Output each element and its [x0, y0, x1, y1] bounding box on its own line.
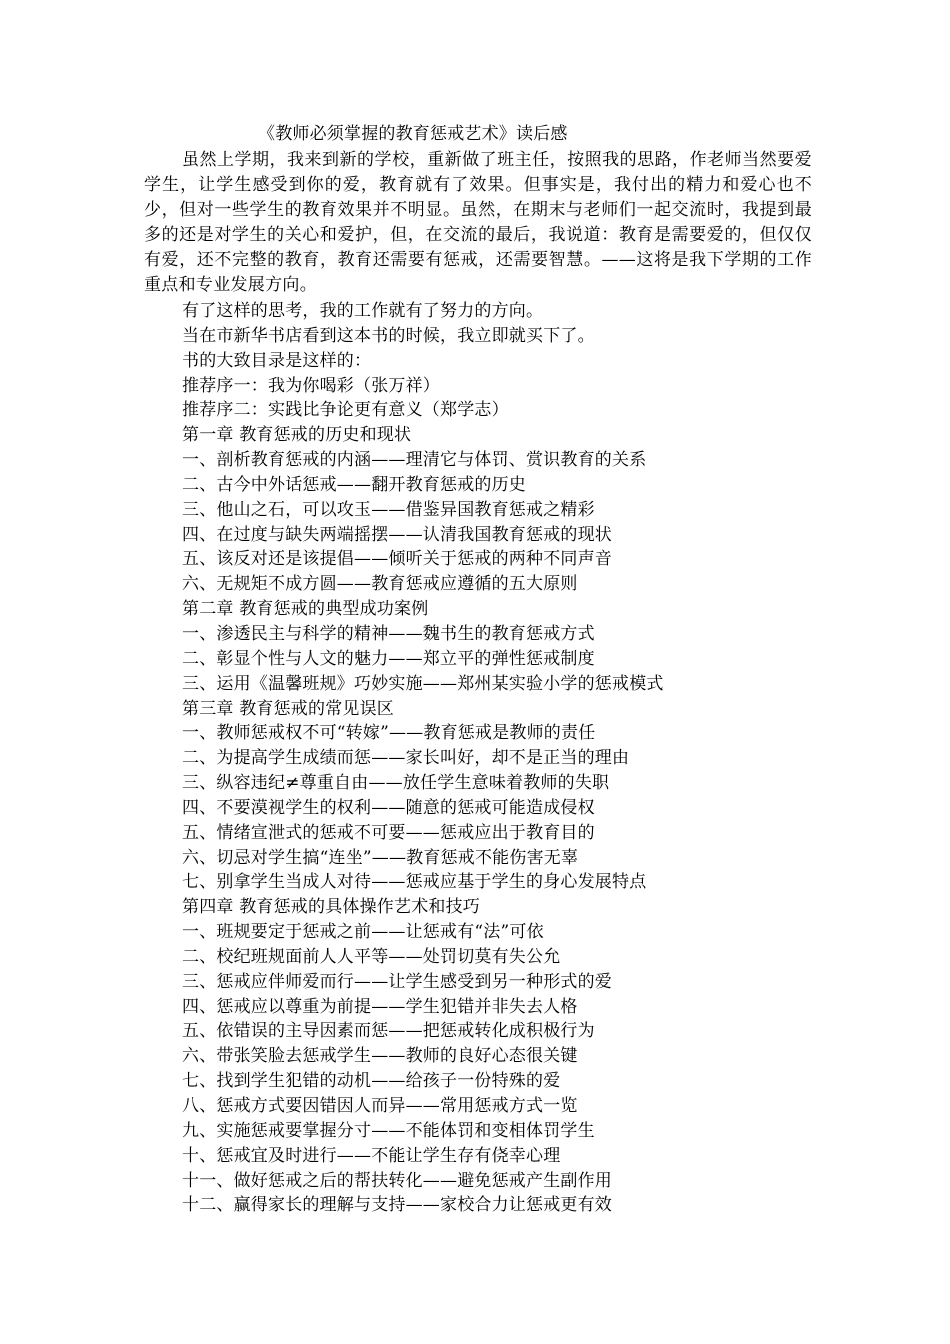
- text-line: 有了这样的思考，我的工作就有了努力的方向。: [182, 301, 544, 321]
- toc-item: 九、实施惩戒要掌握分寸——不能体罚和变相体罚学生: [182, 1120, 595, 1141]
- toc-item: 六、切忌对学生搞“连坐”——教育惩戒不能伤害无辜: [182, 847, 579, 868]
- toc-item: 三、运用《温馨班规》巧妙实施——郑州某实验小学的惩戒模式: [182, 673, 664, 694]
- document-title: 《教师必须掌握的教育惩戒艺术》读后感: [258, 124, 568, 144]
- toc-item: 十二、赢得家长的理解与支持——家校合力让惩戒更有效: [182, 1195, 612, 1216]
- toc-item: 一、渗透民主与科学的精神——魏书生的教育惩戒方式: [182, 623, 595, 644]
- toc-item: 五、依错误的主导因素而惩——把惩戒转化成积极行为: [182, 1021, 595, 1042]
- chapter-heading: 第一章 教育惩戒的历史和现状: [182, 425, 412, 446]
- toc-item: 五、该反对还是该提倡——倾听关于惩戒的两种不同声音: [182, 549, 612, 570]
- toc-item: 四、不要漠视学生的权利——随意的惩戒可能造成侵权: [182, 797, 595, 818]
- toc-item: 三、他山之石，可以攻玉——借鉴异国教育惩戒之精彩: [182, 499, 595, 520]
- toc-item: 一、剖析教育惩戒的内涵——理清它与体罚、赏识教育的关系: [182, 450, 647, 471]
- toc-item: 二、古今中外话惩戒——翻开教育惩戒的历史: [182, 474, 526, 495]
- text-line: 书的大致目录是这样的：: [182, 350, 372, 371]
- toc-item: 二、为提高学生成绩而惩——家长叫好，却不是正当的理由: [182, 748, 630, 769]
- toc-item: 七、找到学生犯错的动机——给孩子一份特殊的爱: [182, 1071, 561, 1092]
- intro-paragraph: 虽然上学期，我来到新的学校，重新做了班主任，按照我的思路，作老师当然要爱学生，让学生感受到你的爱，教育就有了效果。但事实是，我付出的精力和爱心也不少，但对一些学生的教育效果并不明显。虽然，在期末与老师们一起交流时，我提到最多的还是对学生的关心和爱护，但，在交流的最后，我说道：教育是需要爱的，但仅仅有爱，还不完整的教育，教育还需要有惩戒，还需要智慧。——这将是我下学期的工作重点和专业发展方向。: [144, 150, 812, 295]
- toc-item: 四、在过度与缺失两端摇摆——认清我国教育惩戒的现状: [182, 524, 612, 545]
- text-line: 推荐序一：我为你喝彩（张万祥）: [182, 375, 440, 396]
- chapter-heading: 第三章 教育惩戒的常见误区: [182, 698, 395, 719]
- toc-item: 五、情绪宣泄式的惩戒不可要——惩戒应出于教育目的: [182, 822, 595, 843]
- toc-item: 十一、做好惩戒之后的帮扶转化——避免惩戒产生副作用: [182, 1170, 612, 1191]
- chapter-heading: 第四章 教育惩戒的具体操作艺术和技巧: [182, 897, 481, 918]
- toc-item: 八、惩戒方式要因错因人而异——常用惩戒方式一览: [182, 1096, 578, 1116]
- toc-item: 二、彰显个性与人文的魅力——郑立平的弹性惩戒制度: [182, 648, 595, 669]
- toc-item: 四、惩戒应以尊重为前提——学生犯错并非失去人格: [182, 996, 578, 1017]
- toc-item: 三、惩戒应伴师爱而行——让学生感受到另一种形式的爱: [182, 971, 612, 992]
- toc-item: 三、纵容违纪≠尊重自由——放任学生意味着教师的失职: [182, 773, 610, 794]
- toc-item: 一、班规要定于惩戒之前——让惩戒有“法”可依: [182, 922, 544, 943]
- toc-item: 二、校纪班规面前人人平等——处罚切莫有失公允: [182, 946, 561, 967]
- toc-item: 一、教师惩戒权不可“转嫁”——教育惩戒是教师的责任: [182, 723, 596, 744]
- toc-item: 七、别拿学生当成人对待——惩戒应基于学生的身心发展特点: [182, 872, 647, 893]
- text-lines: [182, 299, 664, 1218]
- toc-item: 六、无规矩不成方圆——教育惩戒应遵循的五大原则: [182, 574, 578, 595]
- toc-item: 六、带张笑脸去惩戒学生——教师的良好心态很关键: [182, 1046, 578, 1067]
- chapter-heading: 第二章 教育惩戒的典型成功案例: [182, 599, 429, 620]
- toc-item: 十、惩戒宜及时进行——不能让学生存有侥幸心理: [182, 1145, 561, 1166]
- text-line: 当在市新华书店看到这本书的时候，我立即就买下了。: [182, 325, 595, 346]
- text-line: 推荐序二：实践比争论更有意义（郑学志）: [182, 400, 509, 421]
